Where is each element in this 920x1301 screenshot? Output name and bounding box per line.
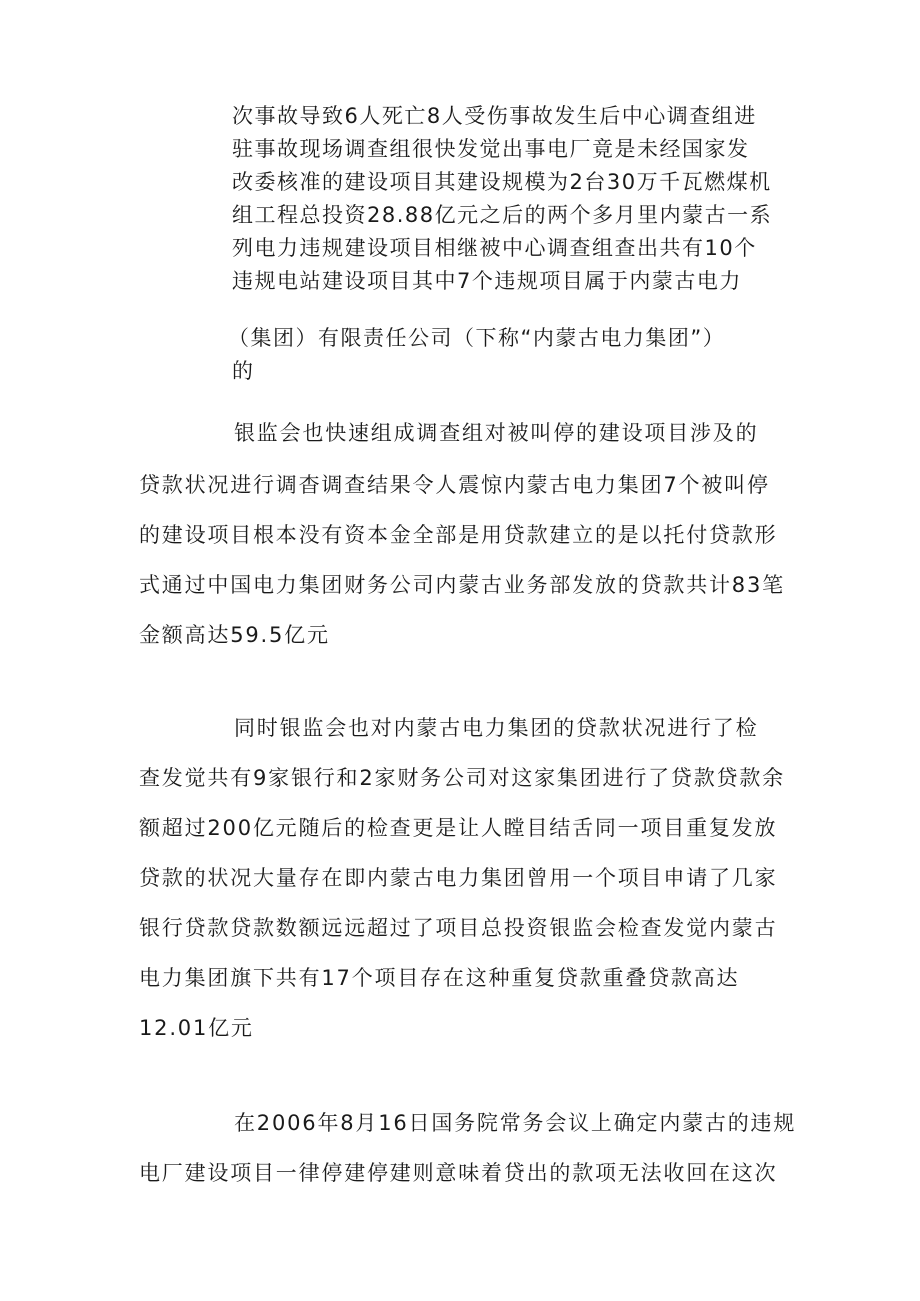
text-line: 12.01亿元	[139, 1016, 254, 1040]
text-line: 改委核准的建设项目其建设规模为2台30万千瓦燃煤机	[232, 170, 772, 194]
text-line: 的建设项目根本没有资本金全部是用贷款建立的是以托付贷款形	[139, 523, 778, 547]
text-line: 贷款状况进行调杳调查结果令人震惊内蒙古电力集团7个被叫停	[139, 473, 770, 497]
text-line: （集团）有限责任公司（下称“内蒙古电力集团”）	[228, 326, 726, 350]
text-line: 违规电站建设项目其中7个违规项目属于内蒙古电力	[232, 269, 742, 293]
text-line: 额超过200亿元随后的检查更是让人瞠目结舌同一项目重复发放	[139, 816, 778, 840]
text-line: 银行贷款贷款数额远远超过了项目总投资银监会检查发觉内蒙古	[139, 916, 778, 940]
text-line: 电力集团旗下共有17个项目存在这种重复贷款重叠贷款高达	[139, 966, 740, 990]
text-line: 同时银监会也对内蒙古电力集团的贷款状况进行了检	[234, 716, 759, 740]
text-line: 的	[232, 359, 255, 383]
text-line: 在2006年8月16日国务院常务会议上确定内蒙古的违规	[234, 1111, 797, 1135]
text-line: 组工程总投资28.88亿元之后的两个多月里内蒙古一系	[232, 203, 773, 227]
text-line: 贷款的状况大量存在即内蒙古电力集团曾用一个项目申请了几家	[139, 866, 778, 890]
text-line: 式通过中国电力集团财务公司内蒙古业务部发放的贷款共计83笔	[139, 573, 785, 597]
text-line: 金额高达59.5亿元	[139, 623, 330, 647]
text-line: 驻事故现场调查组很快发觉出事电厂竟是未经国家发	[232, 137, 750, 161]
text-line: 次事故导致6人死亡8人受伤事故发生后中心调查组进	[232, 104, 757, 128]
text-line: 电厂建设项目一律停建停建则意味着贷出的款项无法收回在这次	[139, 1161, 778, 1185]
text-line: 银监会也快速组成调查组对被叫停的建设项目涉及的	[234, 421, 759, 445]
text-line: 列电力违规建设项目相继被中心调查组查出共有10个	[232, 236, 757, 260]
text-line: 查发觉共有9家银行和2家财务公司对这家集团进行了贷款贷款余	[139, 766, 785, 790]
